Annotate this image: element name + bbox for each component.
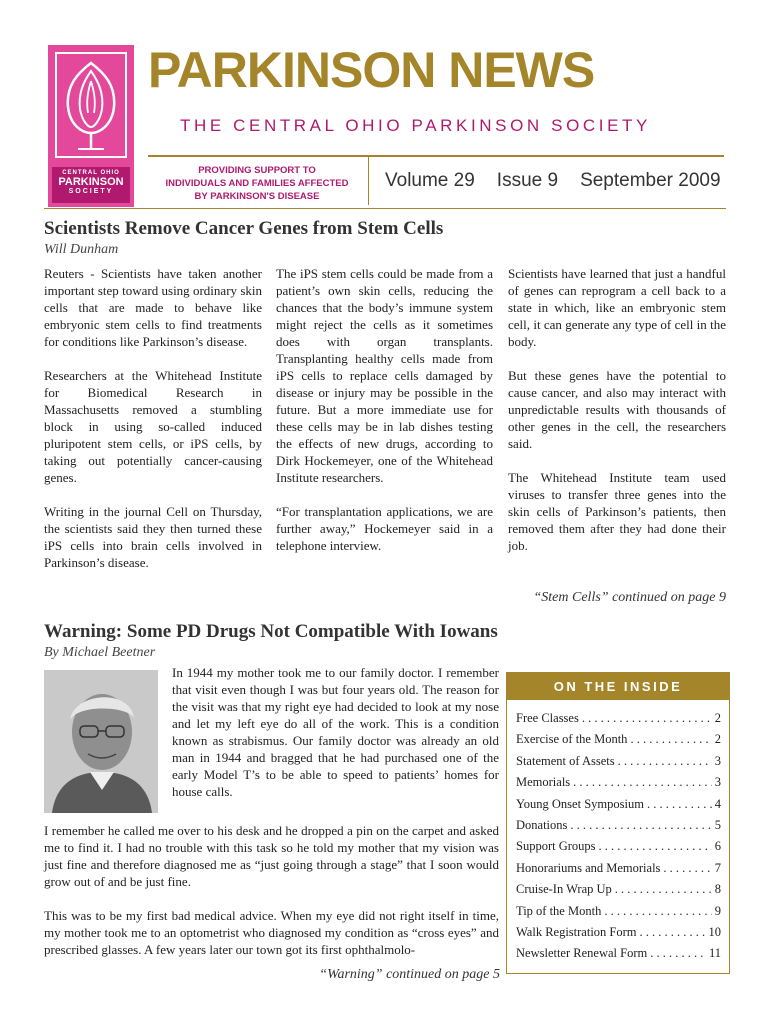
paragraph: I remember he called me over to his desk and he dropped a pin on the carpet and asked me to find it. I had no trouble with this task so he told my mother that my vision was just fine and therefore diagnosed me as “just going through a stage” that I soon would grow out of and be just fine. — [44, 823, 499, 889]
toc-item[interactable] — [516, 815, 721, 836]
toc-page: 8 — [714, 882, 721, 897]
toc-item[interactable] — [516, 751, 721, 772]
toc-label: Support Groups — [516, 839, 596, 854]
volume: Volume 29 — [385, 170, 475, 191]
article2-continued: “Warning” continued on page 5 — [319, 967, 500, 982]
article2-byline: By Michael Beetner — [44, 645, 156, 660]
paragraph: The iPS stem cells could be made from a patient’s own skin cells, reducing the chances that the body’s immune system might reject the cells as it sometimes does with organ transplants. Transplanting healthy cells made from iPS cells to replace cells damaged by disease or injury may be possible in the future. But a more immediate use for these cells may be in lab dishes testing the effects of new drugs, according to Dirk Hockemeyer, one of the Whitehead Institute researchers. — [276, 266, 493, 485]
portrait-icon — [44, 670, 158, 813]
toc-item[interactable] — [516, 879, 721, 900]
paragraph: In 1944 my mother took me to our family doctor. I remember that visit even though I was but four years old. The reason for the visit was that my right eye had decided to look at my nose and let my left eye do all of the work. This is a condition known as strabismus. Our family doctor was already an old man in 1944 and bragged that he had purchased one of the early Model T’s to be able to speed to patients’ homes for house calls. — [172, 665, 499, 799]
tagline-line: INDIVIDUALS AND FAMILIES AFFECTED — [165, 178, 349, 189]
divider — [368, 155, 369, 205]
toc-item[interactable] — [516, 708, 721, 729]
table-of-contents — [506, 672, 730, 974]
toc-page: 5 — [714, 817, 721, 832]
author-photo — [44, 670, 158, 813]
toc-page: 6 — [714, 839, 721, 854]
society-logo — [48, 45, 134, 207]
toc-label: Young Onset Symposium — [516, 796, 644, 811]
paragraph: Researchers at the Whitehead Institute for Biomedical Research in Massachusetts removed a stumbling block in using so-called induced pluripotent stem cells, or iPS cells, by taking out potentially cancer-causing genes. — [44, 368, 262, 485]
paragraph: This was to be my first bad medical advice. When my eye did not right itself in time, my mother took me to an optometrist who diagnosed my condition as “cross eyes” and prescribed glasses. A few years later our town got its first ophthalmolo- — [44, 908, 499, 957]
toc-page: 10 — [708, 924, 721, 939]
logo-line3: SOCIETY — [68, 188, 114, 195]
logo-line1: CENTRAL OHIO — [62, 170, 120, 176]
issue-info — [385, 170, 743, 192]
toc-item[interactable] — [516, 922, 721, 943]
toc-item[interactable] — [516, 901, 721, 922]
paragraph: Reuters - Scientists have taken another important step toward using ordinary skin cells that are made to behave like embryonic stem cells to find treatments for conditions like Parkinson’s disease. — [44, 266, 262, 349]
newsletter-title: PARKINSON NEWS — [148, 42, 595, 98]
logo-line2: PARKINSON — [58, 176, 124, 188]
paragraph: Scientists have learned that just a handful of genes can reprogram a cell back to a state in which, like an embryonic stem cell, it can generate any type of cell in the body. — [508, 266, 726, 349]
tagline-line: PROVIDING SUPPORT TO — [198, 165, 316, 176]
toc-list — [507, 700, 729, 965]
toc-label: Newsletter Renewal Form — [516, 946, 648, 961]
toc-label: Walk Registration Form — [516, 924, 637, 939]
toc-page: 4 — [714, 796, 721, 811]
divider — [148, 155, 724, 157]
paragraph: Writing in the journal Cell on Thursday, the scientists said they then turned these iPS cells into brain cells involved in Parkinson’s disease. — [44, 504, 262, 570]
article1-title: Scientists Remove Cancer Genes from Stem Cells — [44, 218, 444, 239]
toc-label: Tip of the Month — [516, 903, 602, 918]
toc-label: Exercise of the Month — [516, 732, 628, 747]
toc-page: 2 — [714, 732, 721, 747]
toc-label: Memorials — [516, 775, 571, 790]
toc-label: Donations — [516, 817, 568, 832]
toc-page: 2 — [714, 711, 721, 725]
tulip-icon — [48, 45, 134, 165]
tagline — [152, 164, 362, 203]
toc-page: 9 — [714, 903, 721, 918]
toc-item[interactable] — [516, 943, 721, 964]
article1-column3 — [508, 265, 726, 571]
logo-label — [52, 167, 130, 203]
toc-item[interactable] — [516, 772, 721, 793]
toc-page: 3 — [714, 753, 721, 768]
toc-label: Honorariums and Memorials — [516, 860, 661, 875]
newsletter-subtitle: THE CENTRAL OHIO PARKINSON SOCIETY — [180, 116, 651, 135]
toc-heading: ON THE INSIDE — [507, 673, 729, 700]
toc-page: 7 — [714, 860, 721, 875]
divider — [44, 208, 726, 209]
toc-label: Free Classes — [516, 711, 579, 725]
toc-item[interactable] — [516, 794, 721, 815]
toc-label: Statement of Assets — [516, 753, 615, 768]
article2-title: Warning: Some PD Drugs Not Compatible With Iowans — [44, 621, 498, 642]
toc-label: Cruise-In Wrap Up — [516, 882, 612, 897]
article2-body — [44, 822, 499, 975]
tagline-line: BY PARKINSON'S DISEASE — [194, 191, 320, 202]
paragraph: “For transplantation applications, we are further away,” Hockemeyer said in a telephone interview. — [276, 504, 493, 553]
toc-page: 3 — [714, 775, 721, 790]
toc-item[interactable] — [516, 836, 721, 857]
issue-date: September 2009 — [580, 170, 721, 191]
issue-number: Issue 9 — [496, 170, 559, 191]
article1-column1 — [44, 265, 262, 588]
article1-continued: “Stem Cells” continued on page 9 — [533, 590, 726, 605]
toc-item[interactable] — [516, 858, 721, 879]
article1-byline: Will Dunham — [44, 242, 119, 257]
toc-page: 11 — [708, 946, 721, 961]
article2-intro — [172, 664, 499, 817]
paragraph: But these genes have the potential to cause cancer, and also may interact with unpredictable results with thousands of other genes in the cell, the researchers said. — [508, 368, 726, 451]
article1-column2 — [276, 265, 493, 571]
paragraph: The Whitehead Institute team used viruses to transfer three genes into the skin cells of Parkinson’s patients, then removed them after they had done their job. — [508, 470, 726, 553]
toc-item[interactable] — [516, 729, 721, 750]
